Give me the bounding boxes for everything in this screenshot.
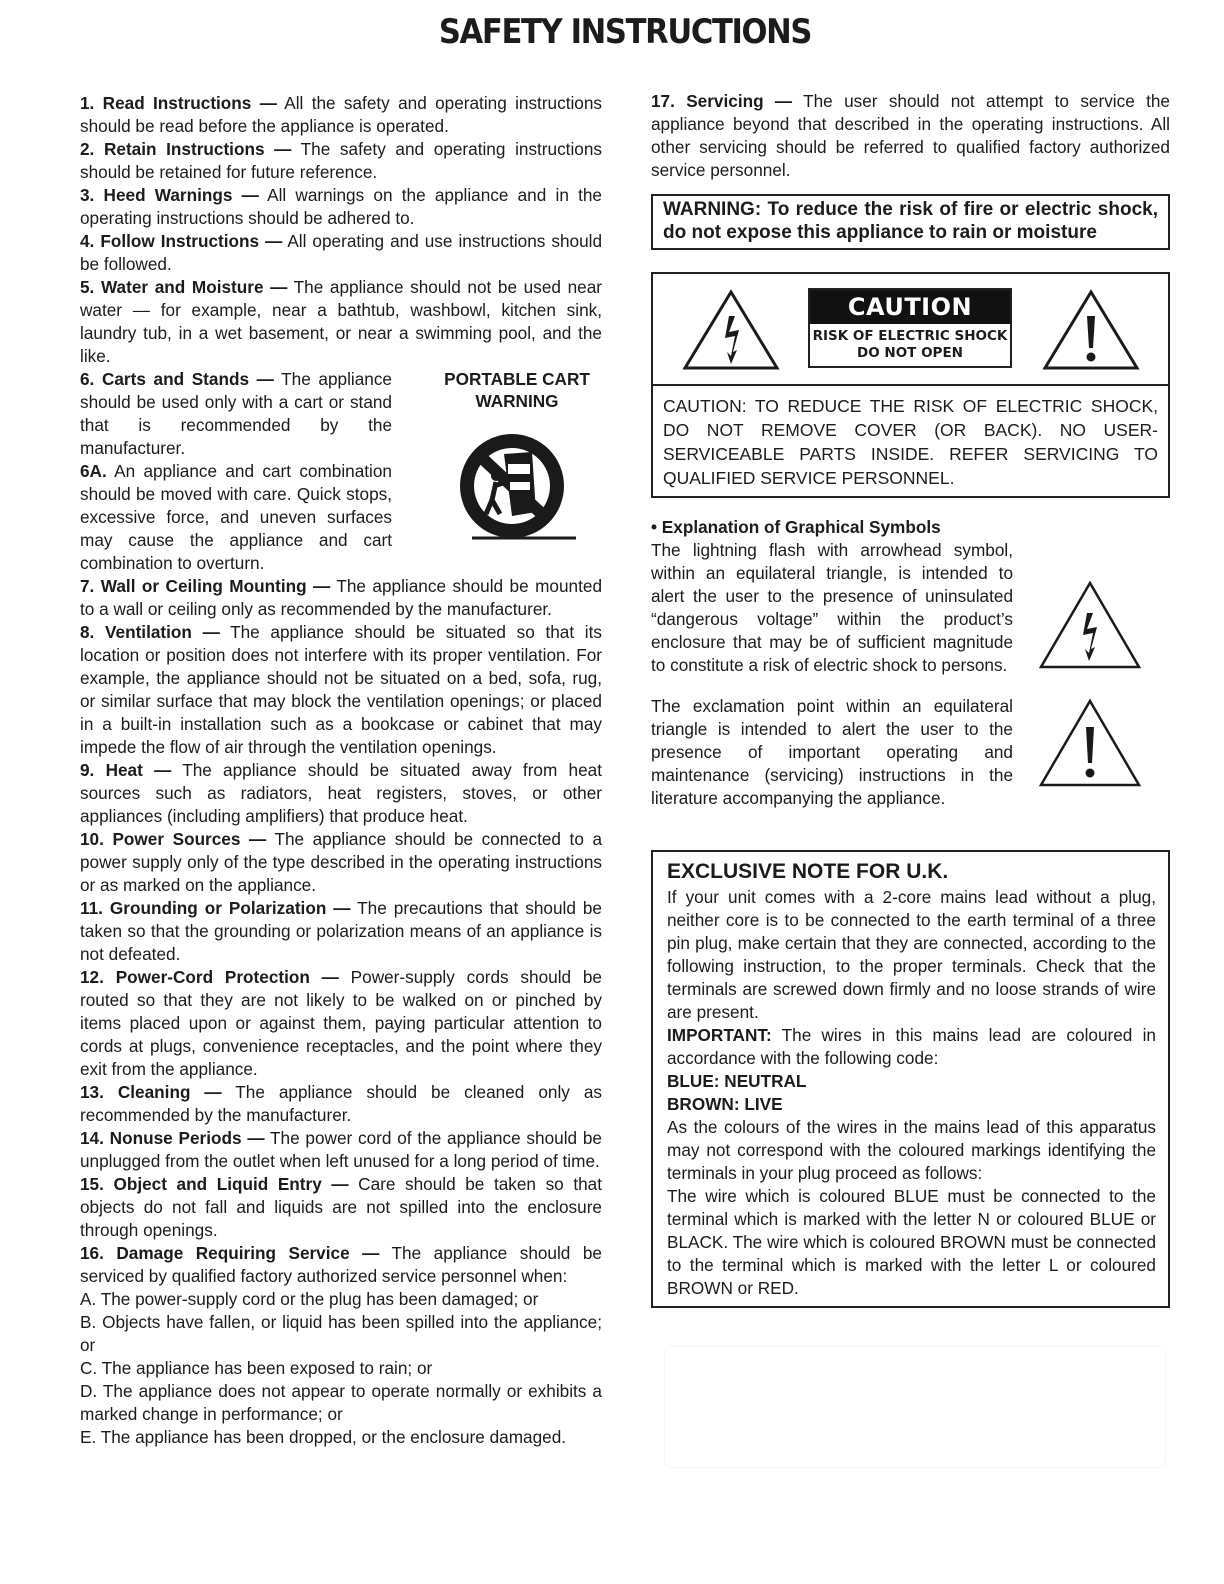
instruction-2 xyxy=(80,138,602,184)
instruction-16 xyxy=(80,1242,602,1288)
item-text: The user should not attempt to service the appliance beyond that described in the operating instructions. All other servicing should be referred to qualified factory authorized service personnel. xyxy=(651,91,1170,180)
item-text: The safety and operating instructions should be retained for future reference. xyxy=(80,139,602,182)
lightning-triangle-icon xyxy=(1037,579,1143,677)
lightning-triangle-icon xyxy=(681,288,781,378)
uk-note-paragraph-4: The wire which is coloured BLUE must be connected to the terminal which is marked with the letter N or coloured BLUE or BLACK. The wire which is coloured BROWN must be connected to the terminal which is marked with the letter L or coloured BROWN or RED. xyxy=(667,1186,1156,1298)
item-label: 5. Water and Moisture — xyxy=(80,277,288,297)
item-text: All warnings on the appliance and in the operating instructions should be adhered to. xyxy=(80,185,602,228)
important-label: IMPORTANT: xyxy=(667,1025,772,1045)
uk-note-box xyxy=(651,850,1170,1308)
instruction-5 xyxy=(80,276,602,368)
uk-note-heading: EXCLUSIVE NOTE FOR U.K. xyxy=(667,860,949,883)
item-text: The appliance should be connected to a power supply only of the type described in the operating instructions or as marked on the appliance. xyxy=(80,829,603,895)
item-text: The appliance should be cleaned only as recommended by the manufacturer. xyxy=(80,1082,602,1125)
caution-heading: CAUTION xyxy=(810,290,1010,324)
caution-line1: RISK OF ELECTRIC SHOCK xyxy=(812,328,1008,344)
item-label: 6. Carts and Stands — xyxy=(80,369,274,389)
instruction-10 xyxy=(80,828,602,897)
item-label: 11. Grounding or Polarization — xyxy=(80,898,351,918)
instruction-13 xyxy=(80,1081,602,1127)
item-text: Care should be taken so that objects do not fall and liquids are not spilled into the enclosure through openings. xyxy=(80,1174,602,1240)
item-text: An appliance and cart combination should be moved with care. Quick stops, excessive force, and uneven surfaces may cause the appliance and cart combination to overturn. xyxy=(80,461,392,573)
page-title: SAFETY INSTRUCTIONS xyxy=(438,12,812,52)
item-label: 7. Wall or Ceiling Mounting — xyxy=(80,576,331,596)
right-column xyxy=(651,90,1170,1308)
instruction-1 xyxy=(80,92,602,138)
sub-item-a: A. The power-supply cord or the plug has been damaged; or xyxy=(80,1289,539,1309)
item-text: All the safety and operating instructions should be read before the appliance is operated. xyxy=(80,93,603,136)
item-label: 12. Power-Cord Protection — xyxy=(80,967,339,987)
tipping-cart-icon xyxy=(432,424,602,560)
item-label: 13. Cleaning — xyxy=(80,1082,222,1102)
item-label: 9. Heat — xyxy=(80,760,172,780)
instruction-17 xyxy=(651,90,1170,182)
uk-note-paragraph-1: If your unit comes with a 2-core mains lead without a plug, neither core is to be connected to the earth terminal of a three pin plug, make certain that they are connected, according to the following instruction, to the proper terminals. Check that the terminals are screwed down firmly and no loose strands of wire are present. xyxy=(667,887,1156,1022)
item-label: 4. Follow Instructions — xyxy=(80,231,283,251)
instruction-9 xyxy=(80,759,602,828)
bleed-through-panel xyxy=(664,1346,1166,1468)
item-label: 1. Read Instructions — xyxy=(80,93,277,113)
sub-item-b: B. Objects have fallen, or liquid has been spilled into the appliance; or xyxy=(80,1312,602,1355)
cart-section xyxy=(80,368,602,575)
caution-label-row xyxy=(653,274,1168,386)
item-text: The appliance should be situated so that its location or position does not interfere with its proper ventilation. For example, the appliance should not be situated on a bed, sofa, rug, or similar surface that may block the ventilation openings; or placed in a built-in installation such as a bookcase or cabinet that may impede the flow of air through the ventilation openings. xyxy=(80,622,602,757)
item-text: The appliance should be situated away from heat sources such as radiators, heat registers, stoves, or other appliances (including amplifiers) that produce heat. xyxy=(80,760,602,826)
sub-item-c: C. The appliance has been exposed to rain; or xyxy=(80,1358,433,1378)
caution-line2: DO NOT OPEN xyxy=(857,345,963,361)
exclamation-symbol-block xyxy=(651,695,1170,810)
item-label: 10. Power Sources — xyxy=(80,829,267,849)
uk-note-paragraph-3: As the colours of the wires in the mains lead of this apparatus may not correspond with the coloured markings identifying the terminals in your plug proceed as follows: xyxy=(667,1117,1156,1183)
wire-blue: BLUE: NEUTRAL xyxy=(667,1071,807,1091)
item-label: 8. Ventilation — xyxy=(80,622,220,642)
exclamation-triangle-icon xyxy=(1041,288,1141,378)
instruction-12 xyxy=(80,966,602,1081)
item-label: 14. Nonuse Periods — xyxy=(80,1128,265,1148)
instruction-14 xyxy=(80,1127,602,1173)
exclamation-triangle-icon xyxy=(1037,697,1143,795)
instruction-6 xyxy=(80,368,392,460)
instruction-4 xyxy=(80,230,602,276)
item-text: The appliance should be used only with a cart or stand that is recommended by the manufacturer. xyxy=(80,369,392,458)
caution-box xyxy=(651,272,1170,498)
instruction-11 xyxy=(80,897,602,966)
item-text: The precautions that should be taken so that the grounding or polarization means of an appliance is not defeated. xyxy=(80,898,602,964)
item-label: 3. Heed Warnings — xyxy=(80,185,259,205)
item-text: The appliance should be mounted to a wall or ceiling only as recommended by the manufacturer. xyxy=(80,576,602,619)
important-text: The wires in this mains lead are coloured in accordance with the following code: xyxy=(667,1025,1156,1068)
caution-text: CAUTION: TO REDUCE THE RISK OF ELECTRIC SHOCK, DO NOT REMOVE COVER (OR BACK). NO USER-SERVICEABLE PARTS INSIDE. REFER SERVICING TO QUALIFIED SERVICE PERSONNEL. xyxy=(663,396,1158,488)
symbols-heading: • Explanation of Graphical Symbols xyxy=(651,517,941,537)
portable-cart-warning xyxy=(432,368,602,560)
item-text: The appliance should not be used near water — for example, near a bathtub, washbowl, kitchen sink, laundry tub, in a wet basement, or near a swimming pool, and the like. xyxy=(80,277,602,366)
item-label: 2. Retain Instructions — xyxy=(80,139,292,159)
cart-warning-line2: WARNING xyxy=(475,391,559,411)
item-label: 16. Damage Requiring Service — xyxy=(80,1243,380,1263)
item-label: 15. Object and Liquid Entry — xyxy=(80,1174,349,1194)
instruction-7 xyxy=(80,575,602,621)
instruction-6a xyxy=(80,460,392,575)
cart-text xyxy=(80,368,392,575)
item-text: Power-supply cords should be routed so that they are not likely to be walked on or pinched by items placed upon or against them, paying particular attention to cords at plugs, convenience receptacles, and the point where they exit from the appliance. xyxy=(80,967,602,1079)
item-text: All operating and use instructions should be followed. xyxy=(80,231,603,274)
sub-item-e: E. The appliance has been dropped, or the enclosure damaged. xyxy=(80,1427,567,1447)
caution-label xyxy=(808,288,1012,368)
sub-item-d: D. The appliance does not appear to operate normally or exhibits a marked change in performance; or xyxy=(80,1381,602,1424)
moisture-warning-box: WARNING: To reduce the risk of fire or electric shock, do not expose this appliance to rain or moisture xyxy=(651,194,1170,250)
item-text: The power cord of the appliance should be unplugged from the outlet when left unused for a long period of time. xyxy=(80,1128,602,1171)
uk-note-important xyxy=(667,1024,1156,1070)
item-text: The appliance should be serviced by qualified factory authorized service personnel when: xyxy=(80,1243,602,1286)
wire-brown: BROWN: LIVE xyxy=(667,1094,783,1114)
cart-warning-line1: PORTABLE CART xyxy=(444,369,590,389)
instruction-3 xyxy=(80,184,602,230)
instruction-8 xyxy=(80,621,602,759)
lightning-explanation: The lightning flash with arrowhead symbol, within an equilateral triangle, is intended to alert the user to the presence of uninsulated “dangerous voltage” within the product’s enclosure that may be of sufficient magnitude to constitute a risk of electric shock to persons. xyxy=(651,540,1013,675)
left-column xyxy=(80,92,602,1449)
item-label: 6A. xyxy=(80,461,107,481)
exclamation-explanation: The exclamation point within an equilateral triangle is intended to alert the user to the presence of important operating and maintenance (servicing) instructions in the literature accompanying the appliance. xyxy=(651,696,1013,808)
item-label: 17. Servicing — xyxy=(651,91,793,111)
instruction-15 xyxy=(80,1173,602,1242)
lightning-symbol-block xyxy=(651,539,1170,677)
